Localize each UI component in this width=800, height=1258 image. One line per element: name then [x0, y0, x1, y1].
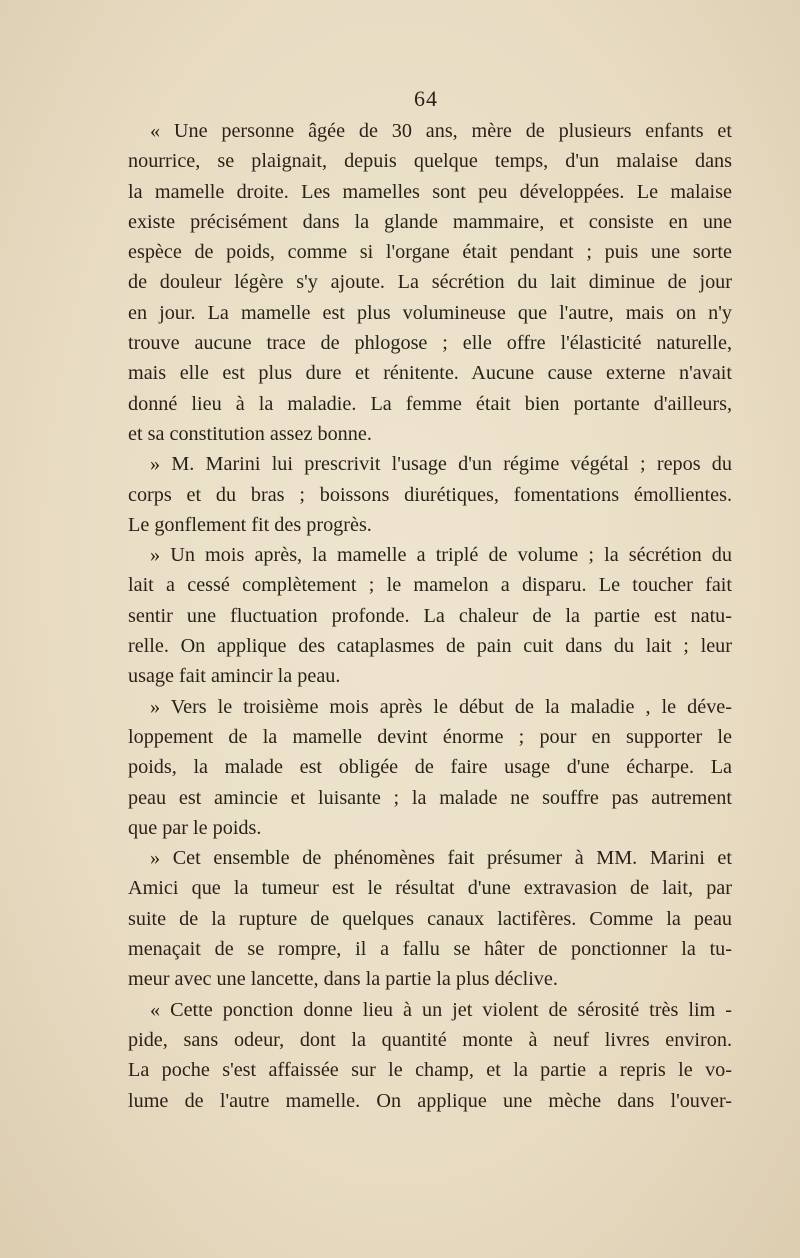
text-line: trouve aucune trace de phlogose ; elle offre l'élasticité naturelle,: [128, 332, 732, 355]
text-line: relle. On applique des cataplasmes de pain cuit dans du lait ; leur: [128, 635, 732, 658]
text-line: lait a cessé complètement ; le mamelon a disparu. Le toucher fait: [128, 574, 732, 597]
body-text: [128, 116, 732, 1116]
text-line: peau est amincie et luisante ; la malade ne souffre pas autrement: [128, 786, 732, 809]
text-line: de douleur légère s'y ajoute. La sécrétion du lait diminue de jour: [128, 271, 732, 294]
text-line: Le gonflement fit des progrès.: [128, 513, 372, 536]
text-line: « Une personne âgée de 30 ans, mère de plusieurs enfants et: [150, 120, 732, 142]
text-line: corps et du bras ; boissons diurétiques, fomentations émollientes.: [128, 483, 732, 506]
text-line: poids, la malade est obligée de faire usage d'une écharpe. La: [128, 756, 732, 779]
text-line: espèce de poids, comme si l'organe était pendant ; puis une sorte: [128, 241, 732, 264]
text-line: lume de l'autre mamelle. On applique une mèche dans l'ouver-: [128, 1089, 732, 1112]
text-line: donné lieu à la maladie. La femme était bien portante d'ailleurs,: [128, 392, 732, 415]
text-line: suite de la rupture de quelques canaux lactifères. Comme la peau: [128, 907, 732, 930]
text-line: et sa constitution assez bonne.: [128, 422, 372, 445]
text-line: mais elle est plus dure et rénitente. Aucune cause externe n'avait: [128, 362, 732, 385]
text-line: existe précisément dans la glande mammaire, et consiste en une: [128, 210, 732, 233]
text-line: Amici que la tumeur est le résultat d'une extravasion de lait, par: [128, 877, 732, 900]
text-line: » Vers le troisième mois après le début de la maladie , le déve-: [150, 695, 732, 718]
text-line: que par le poids.: [128, 816, 262, 839]
text-line: sentir une fluctuation profonde. La chaleur de la partie est natu-: [128, 604, 732, 627]
text-line: meur avec une lancette, dans la partie la plus déclive.: [128, 968, 558, 991]
text-line: usage fait amincir la peau.: [128, 665, 341, 688]
text-line: « Cette ponction donne lieu à un jet violent de sérosité très lim -: [150, 998, 732, 1021]
text-line: La poche s'est affaissée sur le champ, et la partie a repris le vo-: [128, 1059, 732, 1082]
text-line: loppement de la mamelle devint énorme ; pour en supporter le: [128, 725, 732, 748]
text-line: en jour. La mamelle est plus volumineuse que l'autre, mais on n'y: [128, 301, 732, 324]
text-line: » Un mois après, la mamelle a triplé de volume ; la sécrétion du: [150, 544, 732, 567]
text-line: pide, sans odeur, dont la quantité monte à neuf livres environ.: [128, 1028, 732, 1051]
text-line: » Cet ensemble de phénomènes fait présumer à MM. Marini et: [150, 847, 732, 870]
page-number: 64: [414, 86, 438, 111]
text-line: la mamelle droite. Les mamelles sont peu développées. Le malaise: [128, 180, 732, 203]
text-line: » M. Marini lui prescrivit l'usage d'un régime végétal ; repos du: [150, 453, 732, 476]
text-line: menaçait de se rompre, il a fallu se hâter de ponctionner la tu-: [128, 938, 732, 961]
text-line: nourrice, se plaignait, depuis quelque temps, d'un malaise dans: [128, 150, 732, 173]
